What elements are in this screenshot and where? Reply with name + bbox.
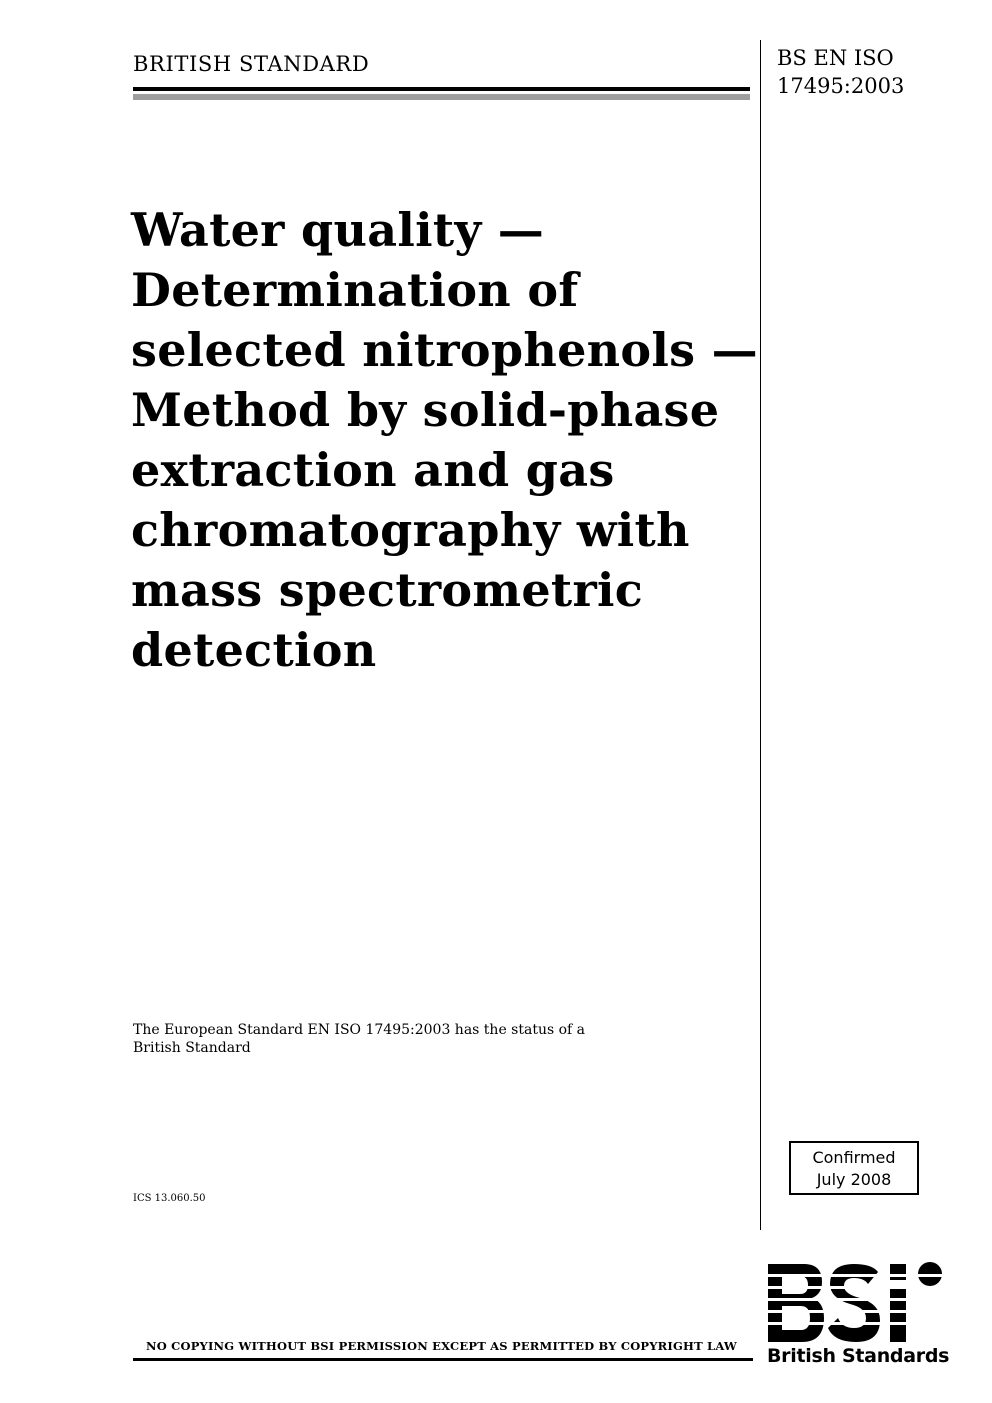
title-line: mass spectrometric [131, 563, 644, 617]
header-rule-gray [133, 94, 750, 100]
title-line: chromatography with [131, 503, 690, 557]
bsi-logo-icon [768, 1262, 946, 1350]
title-line: Method by solid-phase [131, 383, 720, 437]
vertical-divider [760, 40, 761, 1230]
confirmed-label: Confirmed [812, 1148, 896, 1167]
copyright-notice: NO COPYING WITHOUT BSI PERMISSION EXCEPT AS PERMITTED BY COPYRIGHT LAW [145, 1339, 738, 1353]
status-line-2: British Standard [133, 1040, 251, 1056]
ics-code: ICS 13.060.50 [133, 1193, 206, 1204]
title-line: detection [131, 623, 377, 677]
footer-rule [133, 1358, 753, 1361]
confirmed-box [789, 1141, 919, 1195]
standard-number-line-1: BS EN ISO [777, 46, 894, 70]
logo-caption: British Standards [767, 1345, 950, 1367]
confirmed-date: July 2008 [816, 1170, 892, 1189]
standard-number [777, 44, 904, 100]
status-line-1: The European Standard EN ISO 17495:2003 has the status of a [133, 1022, 586, 1038]
title-line: selected nitrophenols — [131, 323, 758, 377]
title-line: Determination of [131, 263, 579, 317]
header-rule [133, 87, 750, 91]
standard-number-line-2: 17495:2003 [777, 74, 905, 98]
header-label: BRITISH STANDARD [133, 52, 370, 76]
document-title [131, 200, 758, 680]
title-line: extraction and gas [131, 443, 615, 497]
status-statement [133, 1021, 733, 1057]
title-line: Water quality — [131, 203, 545, 257]
